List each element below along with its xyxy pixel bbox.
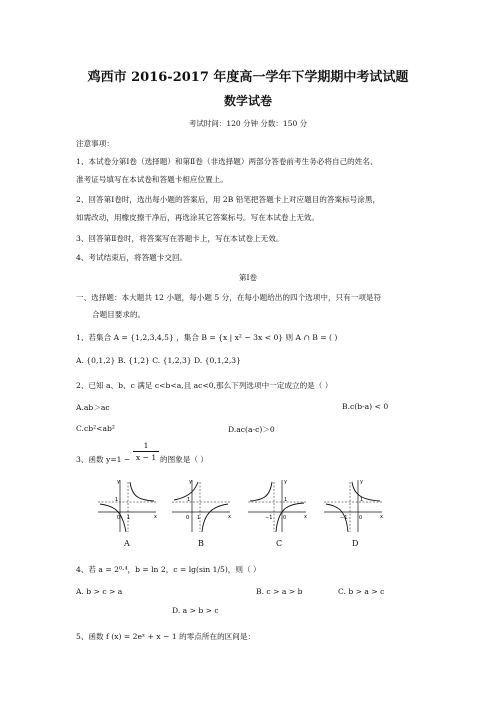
q2-option-a: A.ab＞ac — [76, 403, 110, 412]
note-2-line-1: 2、回答第Ⅰ卷时，选出每小题的答案后，用 2B 铅笔把答题卡上对应题目的答案标号涂黑， — [76, 195, 381, 204]
exam-subtitle: 数学试卷 — [223, 94, 272, 108]
q4-option-c: C. b > a > c — [338, 587, 385, 596]
q3-label-a: A — [124, 539, 130, 548]
svg-text:y: y — [284, 479, 287, 485]
svg-text:0: 0 — [283, 515, 287, 521]
q3-label-b: B — [198, 539, 204, 548]
svg-text:−1: −1 — [265, 515, 273, 521]
q3-graph-b — [170, 476, 234, 534]
exam-title: 鸡西市 2016-2017 年度高一学年下学期期中考试试题 — [87, 70, 409, 85]
svg-text:x: x — [380, 514, 383, 520]
svg-text:1: 1 — [284, 497, 288, 503]
q3-graph-c — [246, 476, 310, 534]
svg-text:y: y — [360, 479, 363, 485]
svg-text:0: 0 — [359, 515, 363, 521]
q2-stem: 2、已知 a、b、c 满足 c<b<a,且 ac<0,那么下列选项中一定成立的是（ ） — [76, 381, 333, 390]
svg-text:1: 1 — [197, 515, 201, 521]
svg-text:1: 1 — [187, 497, 191, 503]
note-3: 3、回答第Ⅱ卷时，将答案写在答题卡上，写在本试卷上无效。 — [76, 234, 284, 243]
q3-stem-prefix: 3、函数 y=1 − — [76, 455, 131, 464]
note-1-line-1: 1、本试卷分第Ⅰ卷（选择题）和第Ⅱ卷（非选择题）两部分答卷前考生务必将自己的姓名、 — [76, 157, 378, 166]
q3-graph-d — [322, 476, 386, 534]
svg-text:0: 0 — [117, 515, 121, 521]
exam-info: 考试时间：120 分钟 分数：150 分 — [188, 119, 308, 128]
note-4: 4、考试结束后，将答题卡交回。 — [76, 253, 188, 262]
svg-text:y: y — [117, 479, 120, 485]
svg-text:1: 1 — [360, 497, 364, 503]
svg-text:1: 1 — [127, 515, 131, 521]
q3-label-d: D — [352, 539, 359, 548]
q4-option-b: B. c > a > b — [256, 587, 303, 596]
svg-text:x: x — [228, 514, 231, 520]
note-1-line-2: 准考证号填写在本试卷和答题卡相应位置上。 — [76, 175, 228, 184]
q5-stem: 5、函数 f (x) = 2eˣ + x − 1 的零点所在的区间是： — [76, 632, 256, 641]
svg-text:y: y — [189, 479, 192, 485]
section-heading-line-2: 合题目要求的。 — [92, 310, 146, 319]
q4-option-a: A. b > c > a — [76, 587, 123, 596]
section-heading-line-1: 一、选择题：本大题共 12 小题，每小题 5 分，在每小题给出的四个选项中，只有一项是符 — [76, 293, 382, 302]
svg-text:−1: −1 — [340, 515, 348, 521]
q3-label-c: C — [276, 539, 283, 548]
q1-stem: 1、若集合 A = {1,2,3,4,5} ，集合 B = {x | x² − 3x < 0} 则 A ∩ B = ( ) — [76, 333, 338, 342]
part-1-label: 第Ⅰ卷 — [238, 273, 258, 282]
note-2-line-2: 如需改动，用橡皮擦干净后，再选涂其它答案标号。写在本试卷上无效。 — [76, 213, 319, 222]
svg-text:1: 1 — [115, 497, 119, 503]
q2-option-b: B.c(b-a) < 0 — [342, 402, 389, 411]
q3-graph-a — [96, 476, 160, 534]
notes-heading: 注意事项： — [76, 139, 114, 148]
q2-option-d: D.ac(a-c)＞0 — [228, 425, 275, 434]
svg-text:x: x — [304, 514, 307, 520]
q4-stem: 4、若 a = 2⁰·⁴，b = ln 2，c = lg(sin 1/5)，则（ ） — [76, 565, 261, 574]
q3-stem-suffix: 的图象是（ ） — [160, 455, 208, 464]
q4-option-d: D. a > b > c — [172, 606, 219, 615]
q3-fraction — [133, 441, 159, 462]
q3-fraction-denominator: x − 1 — [135, 453, 157, 462]
svg-text:0: 0 — [186, 515, 190, 521]
q1-options: A. {0,1,2} B. {1,2} C. {1,2,3} D. {0,1,2,3} — [76, 356, 241, 365]
svg-text:x: x — [154, 514, 157, 520]
q3-fraction-numerator: 1 — [133, 441, 159, 452]
q2-option-c: C.cb²<ab² — [76, 424, 115, 433]
